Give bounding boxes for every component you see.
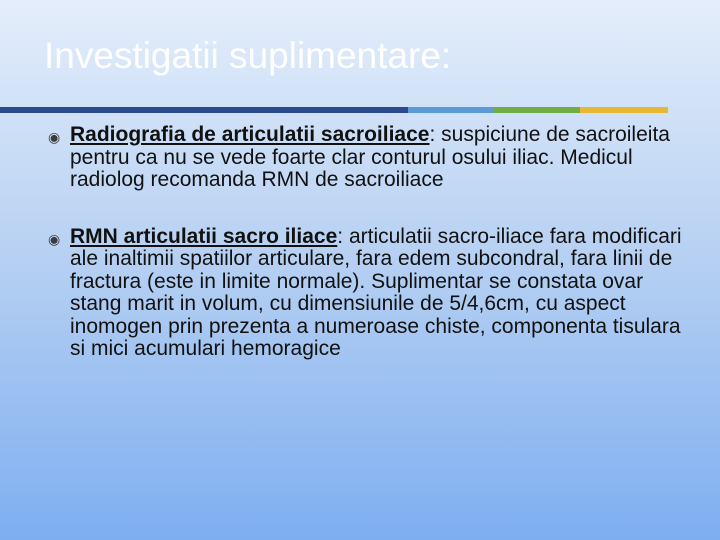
list-item (48, 226, 688, 361)
divider-segment-navy (0, 107, 408, 113)
bullet-body: suspiciune de sacroileita pentru ca nu se vede foarte clar conturul osului iliac. Medicul radiolog recomanda RMN de sacroiliace (70, 123, 670, 191)
list-item (48, 124, 688, 192)
divider-segment-green (494, 107, 580, 113)
bullet-text (70, 124, 688, 192)
bullet-list (48, 124, 688, 395)
bullet-heading: RMN articulatii sacro iliace (70, 224, 338, 248)
bullet-heading: Radiografia de articulatii sacroiliace (70, 123, 430, 146)
bullet-text (70, 226, 688, 361)
divider-segment-gold (580, 107, 668, 113)
bullet-separator: : (337, 224, 344, 248)
bullet-separator: : (429, 123, 436, 146)
divider-segment-blue (408, 107, 494, 113)
bullet-body: articulatii sacro-iliace fara modificari ale inaltimii spatiilor articulare, fara edem subcondral, fara linii de fractura (este in limite normale). Suplimentar se constata ovar stang marit in volum, cu dimensiunile de 5/4,6cm, cu aspect inomogen prin prezenta a numeroase chiste, componenta tisulara si mici acumulari hemoragice (70, 224, 682, 360)
slide-title: Investigatii suplimentare: (44, 35, 452, 76)
title-divider (0, 107, 668, 113)
circle-bullet-icon: ◉ (48, 230, 61, 247)
circle-bullet-icon: ◉ (48, 129, 61, 145)
